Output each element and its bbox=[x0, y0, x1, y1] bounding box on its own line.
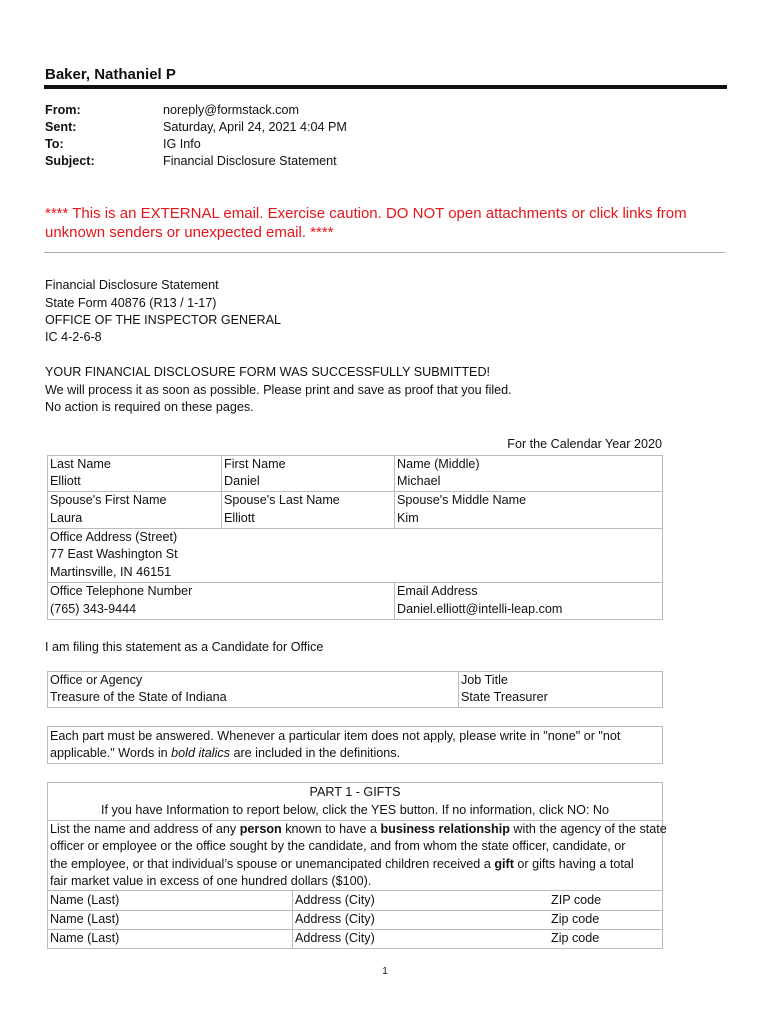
from-value[interactable]: noreply@formstack.com bbox=[163, 103, 299, 117]
table-divider bbox=[292, 890, 293, 949]
instructions-italic-text: bold italics bbox=[171, 746, 230, 760]
job-title-label: Job Title bbox=[461, 673, 508, 687]
status-line-3: No action is required on these pages. bbox=[45, 400, 254, 414]
office-address-line-2: Martinsville, IN 46151 bbox=[50, 565, 172, 579]
desc-bold-text: person bbox=[239, 822, 282, 836]
part1-title: PART 1 - GIFTS bbox=[309, 785, 401, 799]
office-address-line-1: 77 East Washington St bbox=[50, 547, 178, 561]
spouse-middle-label: Spouse's Middle Name bbox=[397, 493, 527, 507]
part1-desc-line-2: officer or employee or the office sought by the candidate, and from whom the state officer, candidate, or bbox=[50, 839, 626, 853]
to-value: IG Info bbox=[163, 137, 201, 151]
filing-status: I am filing this statement as a Candidate for Office bbox=[45, 640, 324, 654]
status-line-2: We will process it as soon as possible. Please print and save as proof that you filed. bbox=[45, 383, 512, 397]
intro-line-3: OFFICE OF THE INSPECTOR GENERAL bbox=[45, 313, 282, 327]
email-address-value: Daniel.elliott@intelli-leap.com bbox=[397, 602, 563, 616]
subject-value: Financial Disclosure Statement bbox=[163, 154, 337, 168]
subject-label: Subject: bbox=[45, 154, 95, 168]
office-address-label: Office Address (Street) bbox=[50, 530, 178, 544]
spouse-middle-value: Kim bbox=[397, 511, 419, 525]
part1-desc-line-1 bbox=[50, 821, 667, 839]
instructions-line-2 bbox=[50, 745, 400, 763]
status-line-1: YOUR FINANCIAL DISCLOSURE FORM WAS SUCCESSFULLY SUBMITTED! bbox=[45, 365, 491, 379]
desc-text: the employee, or that individual’s spouse or unemancipated children received a bbox=[50, 857, 495, 871]
table-divider bbox=[221, 455, 222, 528]
sent-value: Saturday, April 24, 2021 4:04 PM bbox=[163, 120, 347, 134]
table-divider bbox=[394, 455, 395, 528]
desc-bold-text: business relationship bbox=[380, 822, 510, 836]
gift-row-3-address: Address (City) bbox=[295, 931, 375, 945]
gift-row-2-address: Address (City) bbox=[295, 912, 375, 926]
instructions-text: are included in the definitions. bbox=[229, 746, 401, 760]
gift-row-3-name: Name (Last) bbox=[50, 931, 120, 945]
gift-row-1-name: Name (Last) bbox=[50, 893, 120, 907]
agency-label: Office or Agency bbox=[50, 673, 143, 687]
gift-row-1-zip: ZIP code bbox=[551, 893, 602, 907]
job-title-value: State Treasurer bbox=[461, 690, 548, 704]
gift-row-2-name: Name (Last) bbox=[50, 912, 120, 926]
sent-label: Sent: bbox=[45, 120, 77, 134]
first-name-value: Daniel bbox=[224, 474, 260, 488]
middle-name-label: Name (Middle) bbox=[397, 457, 480, 471]
table-divider bbox=[458, 671, 459, 708]
spouse-first-value: Laura bbox=[50, 511, 83, 525]
page-number: 1 bbox=[382, 966, 388, 977]
gift-row-1-address: Address (City) bbox=[295, 893, 375, 907]
part1-subtitle: If you have Information to report below, click the YES button. If no information, click NO: No bbox=[101, 803, 609, 817]
warning-line-1: **** This is an EXTERNAL email. Exercise caution. DO NOT open attachments or click links from bbox=[45, 205, 687, 222]
gift-row-3-zip: Zip code bbox=[551, 931, 600, 945]
desc-text: with the agency of the state bbox=[509, 822, 667, 836]
first-name-label: First Name bbox=[224, 457, 286, 471]
desc-text: or gifts having a total bbox=[513, 857, 634, 871]
instructions-line-1: Each part must be answered. Whenever a particular item does not apply, please write in "none" or "not bbox=[50, 729, 621, 743]
instructions-text: applicable." Words in bbox=[50, 746, 172, 760]
last-name-label: Last Name bbox=[50, 457, 111, 471]
from-label: From: bbox=[45, 103, 81, 117]
title-divider bbox=[44, 85, 727, 89]
table-divider bbox=[394, 582, 395, 620]
part1-desc-line-4: fair market value in excess of one hundred dollars ($100). bbox=[50, 874, 372, 888]
gift-row-2-zip: Zip code bbox=[551, 912, 600, 926]
spouse-last-label: Spouse's Last Name bbox=[224, 493, 340, 507]
external-email-warning bbox=[45, 204, 725, 242]
to-label: To: bbox=[45, 137, 64, 151]
desc-text: known to have a bbox=[281, 822, 381, 836]
calendar-year: For the Calendar Year 2020 bbox=[507, 437, 662, 451]
agency-value: Treasure of the State of Indiana bbox=[50, 690, 227, 704]
last-name-value: Elliott bbox=[50, 474, 81, 488]
warning-divider bbox=[44, 252, 725, 253]
intro-line-1: Financial Disclosure Statement bbox=[45, 278, 219, 292]
office-phone-value: (765) 343-9444 bbox=[50, 602, 137, 616]
desc-bold-text: gift bbox=[494, 857, 514, 871]
warning-line-2: unknown senders or unexpected email. **** bbox=[45, 224, 334, 241]
desc-text: List the name and address of any bbox=[50, 822, 240, 836]
intro-line-4: IC 4-2-6-8 bbox=[45, 330, 102, 344]
part1-desc-line-3 bbox=[50, 856, 634, 874]
middle-name-value: Michael bbox=[397, 474, 441, 488]
office-phone-label: Office Telephone Number bbox=[50, 584, 193, 598]
page-title: Baker, Nathaniel P bbox=[45, 66, 176, 83]
intro-line-2: State Form 40876 (R13 / 1-17) bbox=[45, 296, 217, 310]
email-address-label: Email Address bbox=[397, 584, 478, 598]
spouse-first-label: Spouse's First Name bbox=[50, 493, 167, 507]
spouse-last-value: Elliott bbox=[224, 511, 255, 525]
